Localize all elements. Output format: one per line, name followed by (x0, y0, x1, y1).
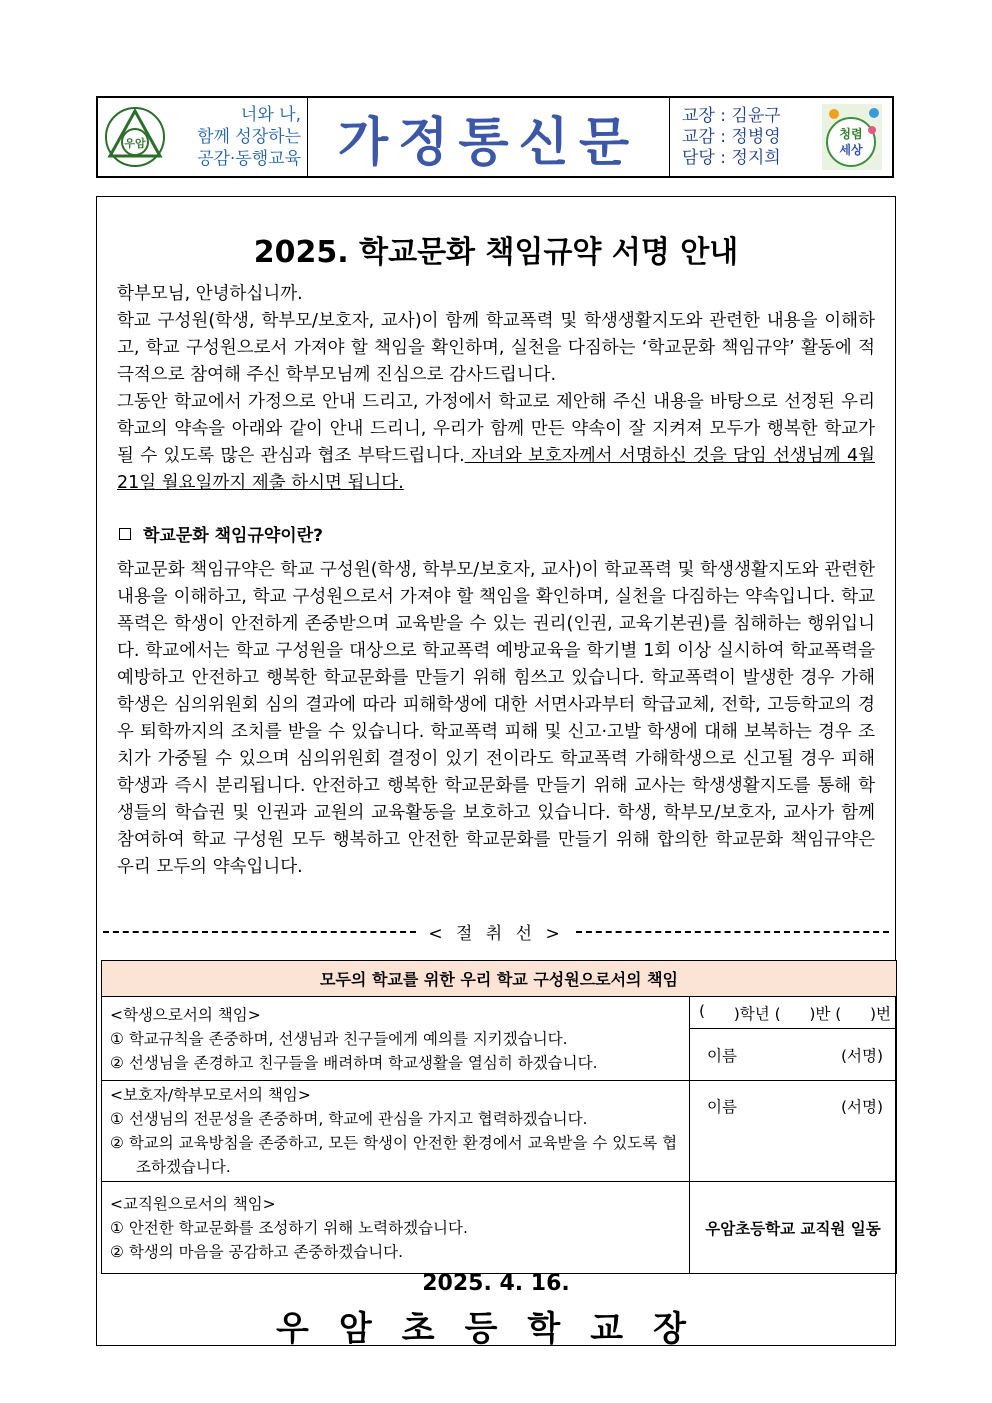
submission-deadline: 자녀와 보호자께서 서명하신 것을 담임 선생님께 4월 21일 월요일까지 제출 하시면 됩니다. (117, 446, 875, 493)
staff-in-charge: 담당 : 정지희 (682, 147, 781, 168)
parent-signature-field[interactable]: 이름 (서명) (690, 1081, 897, 1182)
class-number-field[interactable]: ( )학년 ( )반 ( )번 (690, 997, 897, 1029)
staff-heading: <교직원으로서의 책임> (110, 1194, 276, 1213)
staff-item: ② 학생의 마음을 공감하고 존중하겠습니다. (110, 1242, 404, 1261)
staff-list (682, 106, 781, 169)
principal-signature: 우암초등학교장 (276, 1309, 716, 1349)
student-heading: <학생으로서의 책임> (110, 1005, 261, 1024)
logo-cell (98, 98, 308, 176)
svg-text:청렴: 청렴 (839, 127, 863, 141)
responsibility-table (101, 960, 897, 1274)
student-responsibility (102, 997, 690, 1081)
school-emblem-icon (104, 106, 166, 168)
student-item: ① 학교규칙을 존중하며, 선생님과 친구들에게 예의를 지키겠습니다. (110, 1029, 568, 1048)
integrity-badge-icon (822, 104, 882, 170)
student-item: ② 선생님을 존경하고 친구들을 배려하며 학교생활을 열심히 하겠습니다. (110, 1053, 598, 1072)
table-header: 모두의 학교를 위한 우리 학교 구성원으로서의 책임 (102, 961, 897, 997)
slogan (166, 104, 307, 170)
title-cell (308, 98, 670, 176)
slogan-line: 함께 성장하는 (197, 127, 301, 147)
slogan-line: 공감·동행교육 (197, 149, 301, 169)
issue-date: 2025. 4. 16. (422, 1271, 570, 1296)
main-content (96, 196, 896, 1349)
student-signature-field[interactable]: 이름 (서명) (690, 1029, 897, 1081)
svg-text:세상: 세상 (839, 143, 863, 157)
newsletter-title: 가정통신문 (337, 111, 640, 173)
staff-item: ① 안전한 학교문화를 조성하기 위해 노력하겠습니다. (110, 1218, 468, 1237)
checkbox-square-icon (119, 528, 131, 540)
dashed-line (576, 931, 889, 933)
staff-principal: 교장 : 김윤구 (682, 105, 781, 126)
cut-line (103, 919, 889, 944)
svg-text:우암: 우암 (124, 137, 146, 150)
definition-paragraph: 학교문화 책임규약은 학교 구성원(학생, 학부모/보호자, 교사)이 학교폭력 및 학생생활지도와 관련한 내용을 이해하고, 학교 구성원으로서 가져야 할 책임을 확인하며, 실천을 다짐하는 약속입니다. 학교폭력은 학생이 안전하게 존중받으며 교육받을 수 있는 권리(인권, 교육기본권)를 침해하는 행위입니다. 학교에서는 학교 구성원을 대상으로 학교폭력 예방교육을 학기별 1회 이상 실시하여 학교폭력을 예방하고 안전하고 행복한 학교문화를 만들기 위해 힘쓰고 있습니다. 학교폭력이 발생한 경우 가해학생은 심의위원회 심의 결과에 따라 피해학생에 대한 서면사과부터 학급교체, 전학, 고등학교의 경우 퇴학까지의 조치를 받을 수 있습니다. 학교폭력 피해 및 신고·고발 학생에 대해 보복하는 경우 조치가 가중될 수 있으며 심의위원회 결정이 있기 전이라도 학교폭력 가해학생으로 신고될 경우 피해학생과 즉시 분리됩니다. 안전하고 행복한 학교문화를 만들기 위해 교사는 학생생활지도를 통해 학생들의 학습권 및 인권과 교원의 교육활동을 보호하고 있습니다. 학생, 학부모/보호자, 교사가 함께 참여하여 학교 구성원 모두 행복하고 안전한 학교문화를 만들기 위해 합의한 학교문화 책임규약은 우리 모두의 약속입니다. (117, 560, 875, 877)
dashed-line (103, 931, 416, 933)
staff-vice-principal: 교감 : 정병영 (682, 126, 781, 147)
intro-paragraph: 학교 구성원(학생, 학부모/보호자, 교사)이 함께 학교폭력 및 학생생활지도와 관련한 내용을 이해하고, 학교 구성원으로서 가져야 할 책임을 확인하며, 실천을 다짐하는 ‘학교문화 책임규약’ 활동에 적극적으로 참여해 주신 학부모님께 진심으로 감사드립니다. (117, 311, 875, 385)
document-title: 2025. 학교문화 책임규약 서명 안내 (253, 235, 739, 270)
notice-paragraph: 그동안 학교에서 가정으로 안내 드리고, 가정에서 학교로 제안해 주신 내용을 바탕으로 선정된 우리 학교의 약속을 아래와 같이 안내 드리니, 우리가 함께 만든 약속이 잘 지켜져 모두가 행복한 학교가 될 수 있도록 많은 관심과 협조 부탁드립니다. 자녀와 보호자께서 서명하신 것을 담임 선생님께 4월 21일 월요일까지 제출 하시면 됩니다. (117, 392, 875, 493)
cut-line-label: < 절 취 선 > (428, 924, 564, 944)
newsletter-header (96, 96, 894, 178)
section-heading: 학교문화 책임규약이란? (119, 521, 323, 546)
parent-responsibility (102, 1081, 690, 1182)
parent-item: ② 학교의 교육방침을 존중하고, 모든 학생이 안전한 환경에서 교육받을 수 있도록 협조하겠습니다. (110, 1134, 678, 1176)
slogan-line: 너와 나, (240, 105, 301, 125)
greeting: 학부모님, 안녕하십니까. (117, 284, 303, 304)
staff-cell (670, 98, 892, 176)
staff-signature: 우암초등학교 교직원 일동 (690, 1182, 897, 1274)
parent-heading: <보호자/학부모로서의 책임> (110, 1086, 311, 1104)
parent-item: ① 선생님의 전문성을 존중하며, 학교에 관심을 가지고 협력하겠습니다. (110, 1110, 588, 1128)
staff-responsibility (102, 1182, 690, 1274)
